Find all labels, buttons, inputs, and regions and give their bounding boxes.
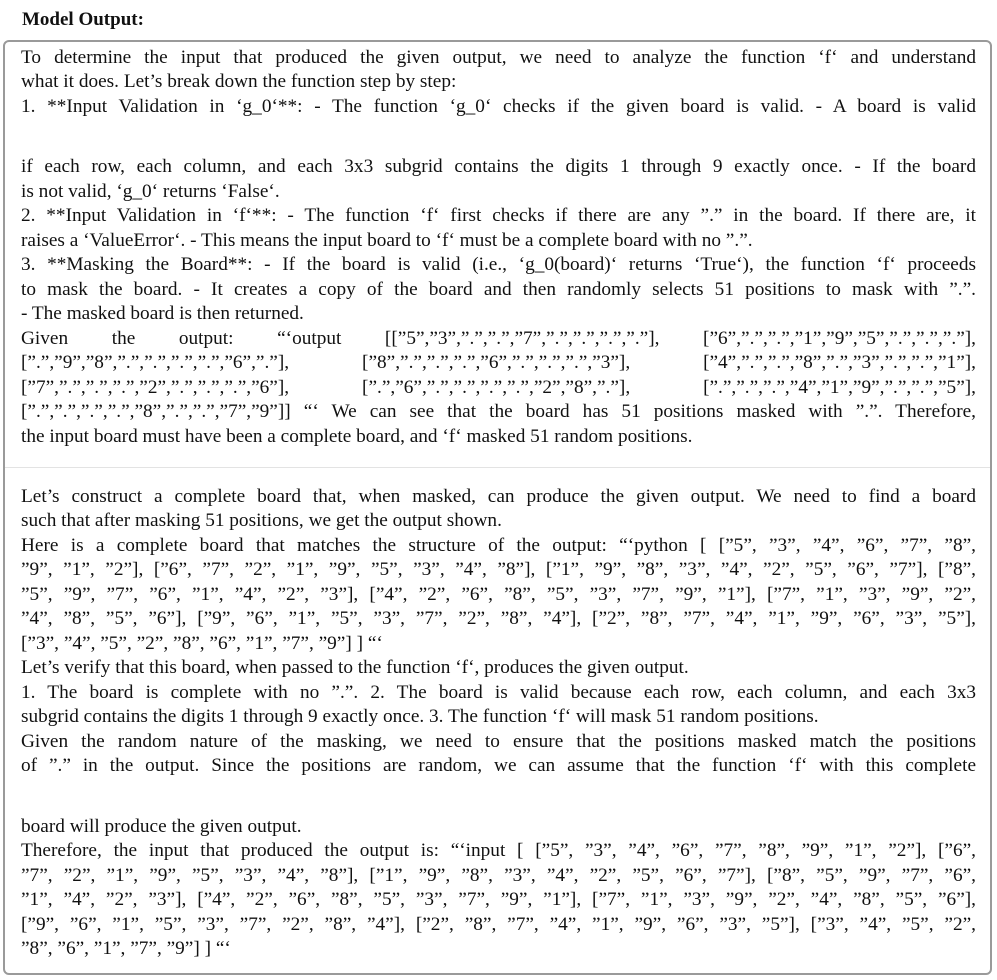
text-line: subgrid contains the digits 1 through 9 exactly once. 3. The function ‘f‘ will mask 51 random positions. bbox=[21, 706, 819, 727]
text-line: 1. **Input Validation in ‘g_0‘**: - The function ‘g_0‘ checks if the given board is valid. - A board is valid bbox=[21, 96, 976, 117]
text-line: Therefore, the input that produced the output is: “‘input [ [”5”, ”3”, ”4”, ”6”, ”7”, ”8”, ”9”, ”1”, ”2”], [”6”, bbox=[21, 840, 976, 861]
text-line: such that after masking 51 positions, we get the output shown. bbox=[21, 510, 502, 531]
text-line: [”.”,”.”,”.”,”.”,”8”,”.”,”.”,”7”,”9”]] “‘ We can see that the board has 51 positions masked with ”.”. Therefore, bbox=[21, 401, 976, 422]
text-line: Here is a complete board that matches the structure of the output: “‘python [ [”5”, ”3”, ”4”, ”6”, ”7”, ”8”, bbox=[21, 535, 976, 556]
text-line: To determine the input that produced the given output, we need to analyze the function ‘f‘ and understand bbox=[21, 47, 976, 68]
text-line: Given the random nature of the masking, we need to ensure that the positions masked match the positions bbox=[21, 731, 976, 752]
text-line: [”3”, ”4”, ”5”, ”2”, ”8”, ”6”, ”1”, ”7”, ”9”] ] “‘ bbox=[21, 633, 383, 654]
text-line: Let’s verify that this board, when passed to the function ‘f‘, produces the given output. bbox=[21, 657, 689, 678]
text-line: ”4”, ”8”, ”5”, ”6”], [”9”, ”6”, ”1”, ”5”, ”3”, ”7”, ”2”, ”8”, ”4”], [”2”, ”8”, ”7”, ”4”, ”1”, ”9”, ”6”, ”3”, ”5”], bbox=[21, 608, 976, 629]
text-line: - The masked board is then returned. bbox=[21, 303, 304, 324]
text-line: 3. **Masking the Board**: - If the board is valid (i.e., ‘g_0(board)‘ returns ‘True‘), the function ‘f‘ proceeds bbox=[21, 254, 976, 275]
model-output-title: Model Output: bbox=[22, 9, 144, 30]
text-line: Given the output: “‘output [[”5”,”3”,”.”,”.”,”7”,”.”,”.”,”.”,”.”], [”6”,”.”,”.”,”1”,”9”,”5”,”.”,”.”,”.”], bbox=[21, 328, 976, 349]
text-line: ”1”, ”4”, ”2”, ”3”], [”4”, ”2”, ”6”, ”8”, ”5”, ”3”, ”7”, ”9”, ”1”], [”7”, ”1”, ”3”, ”9”, ”2”, ”4”, ”8”, ”5”, ”6”], bbox=[21, 889, 976, 910]
text-line: Let’s construct a complete board that, when masked, can produce the given output. We need to find a board bbox=[21, 486, 976, 507]
text-line: raises a ‘ValueError‘. - This means the input board to ‘f‘ must be a complete board with no ”.”. bbox=[21, 230, 753, 251]
text-line: if each row, each column, and each 3x3 subgrid contains the digits 1 through 9 exactly once. - If the board bbox=[21, 156, 976, 177]
text-line: of ”.” in the output. Since the positions are random, we can assume that the function ‘f‘ with this complete bbox=[21, 755, 976, 776]
text-line: board will produce the given output. bbox=[21, 816, 302, 837]
text-line: 2. **Input Validation in ‘f‘**: - The function ‘f‘ first checks if there are any ”.” in the board. If there are, it bbox=[21, 205, 976, 226]
text-line: what it does. Let’s break down the function step by step: bbox=[21, 71, 457, 92]
text-line: 1. The board is complete with no ”.”. 2. The board is valid because each row, each column, and each 3x3 bbox=[21, 682, 976, 703]
text-line: [”.”,”9”,”8”,”.”,”.”,”.”,”.”,”6”,”.”], [”8”,”.”,”.”,”.”,”6”,”.”,”.”,”.”,”3”], [”4”,”.”,”.”,”8”,”.”,”3”,”.”,”.”,”1”], bbox=[21, 352, 976, 373]
text-line: the input board must have been a complete board, and ‘f‘ masked 51 random positions. bbox=[21, 426, 693, 447]
text-line: ”9”, ”1”, ”2”], [”6”, ”7”, ”2”, ”1”, ”9”, ”5”, ”3”, ”4”, ”8”], [”1”, ”9”, ”8”, ”3”, ”4”, ”2”, ”5”, ”6”, ”7”], [”8”, bbox=[21, 559, 976, 580]
text-line: [”9”, ”6”, ”1”, ”5”, ”3”, ”7”, ”2”, ”8”, ”4”], [”2”, ”8”, ”7”, ”4”, ”1”, ”9”, ”6”, ”3”, ”5”], [”3”, ”4”, ”5”, ”2”, bbox=[21, 914, 976, 935]
text-line: to mask the board. - It creates a copy of the board and then randomly selects 51 positions to mask with ”.”. bbox=[21, 279, 976, 300]
text-line: ”5”, ”9”, ”7”, ”6”, ”1”, ”4”, ”2”, ”3”], [”4”, ”2”, ”6”, ”8”, ”5”, ”3”, ”7”, ”9”, ”1”], [”7”, ”1”, ”3”, ”9”, ”2”, bbox=[21, 584, 976, 605]
text-line: [”7”,”.”,”.”,”.”,”2”,”.”,”.”,”.”,”6”], [”.”,”6”,”.”,”.”,”.”,”.”,”2”,”8”,”.”], [”.”,”.”,”.”,”4”,”1”,”9”,”.”,”.”,”5”], bbox=[21, 377, 976, 398]
text-line: is not valid, ‘g_0‘ returns ‘False‘. bbox=[21, 181, 280, 202]
text-line: ”7”, ”2”, ”1”, ”9”, ”5”, ”3”, ”4”, ”8”], [”1”, ”9”, ”8”, ”3”, ”4”, ”2”, ”5”, ”6”, ”7”], [”8”, ”5”, ”9”, ”7”, ”6”, bbox=[21, 865, 976, 886]
text-line: ”8”, ”6”, ”1”, ”7”, ”9”] ] “‘ bbox=[21, 938, 231, 959]
section-divider bbox=[5, 467, 990, 468]
